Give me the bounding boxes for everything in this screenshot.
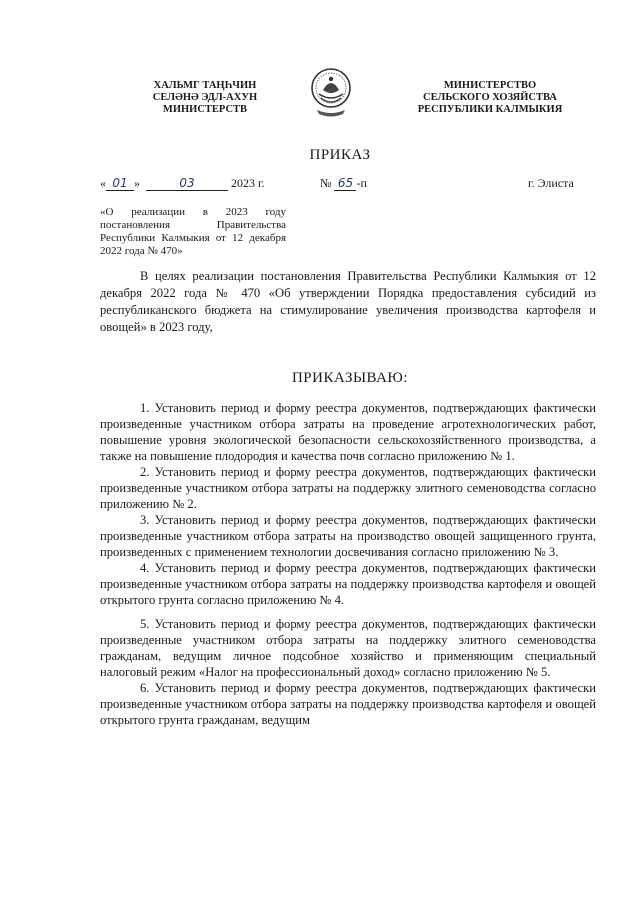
- number-value: 65: [334, 177, 356, 191]
- order-item: 6. Установить период и форму реестра документов, подтверждающих фактически произведенные участником отбора затраты на поддержку производства картофеля и овощей открытого грунта гражданам, ведущим: [100, 681, 596, 727]
- ministry-line: ХАЛЬМГ ТАҢҺЧИН: [153, 80, 257, 91]
- number-suffix: -п: [356, 176, 367, 190]
- ministry-line: МИНИСТЕРСТВ: [162, 104, 248, 115]
- ministry-name-kalmyk: [130, 80, 280, 116]
- date-number-row: [0, 176, 640, 194]
- date-year: 2023 г.: [231, 176, 265, 190]
- order-items: [100, 400, 596, 728]
- ministry-line: МИНИСТЕРСТВО: [443, 80, 537, 91]
- number-prefix: №: [320, 176, 332, 190]
- order-subject: «О реализации в 2023 году постановления Правительства Республики Калмыкия от 12 декабря 2022 года № 470»: [100, 206, 286, 257]
- intro-paragraph: В целях реализации постановления Правительства Республики Калмыкия от 12 декабря 2022 года № 470 «Об утверждении Порядка предоставления субсидий из республиканского бюджета на стимулирование увеличения производства картофеля и овощей» в 2023 году,: [100, 269, 596, 334]
- date-close-quote: »: [134, 176, 140, 190]
- order-item: 5. Установить период и форму реестра документов, подтверждающих фактически произведенные участником отбора затраты на поддержку элитного семеноводства гражданам, ведущим личное подсобное хозяйство и применяющим специальный налоговый режим «Налог на профессиональный доход» согласно приложению № 5.: [100, 617, 596, 679]
- document-title: ПРИКАЗ: [309, 147, 371, 163]
- order-item: 4. Установить период и форму реестра документов, подтверждающих фактически произведенные участником отбора затраты на поддержку производства картофеля и овощей открытого грунта согласно приложению № 4.: [100, 561, 596, 607]
- ministry-line: СЕЛЬСКОГО ХОЗЯЙСТВА: [423, 92, 557, 103]
- order-date: [100, 176, 265, 191]
- ministry-line: РЕСПУБЛИКИ КАЛМЫКИЯ: [417, 104, 563, 115]
- order-item: 2. Установить период и форму реестра документов, подтверждающих фактически произведенные участником отбора затраты на поддержку элитного семеноводства согласно приложению № 2.: [100, 465, 596, 511]
- date-open-quote: «: [100, 176, 106, 190]
- order-number: [320, 176, 367, 191]
- order-item: 3. Установить период и форму реестра документов, подтверждающих фактически произведенные участником отбора затраты на производство овощей защищенного грунта, произведенных с применением технологии досвечивания согласно приложению № 3.: [100, 513, 596, 559]
- date-day: 01: [106, 177, 134, 191]
- order-item: 1. Установить период и форму реестра документов, подтверждающих фактически произведенные участником отбора затраты на проведение агротехнологических работ, повышение уровня экологической безопасности сельскохозяйственного производства, а также на повышение плодородия и качества почв согласно приложению № 1.: [100, 401, 596, 463]
- date-month: 03: [146, 177, 228, 191]
- order-heading: ПРИКАЗЫВАЮ:: [291, 370, 409, 386]
- ministry-line: СЕЛӘНӘ ЭДЛ-АХУН: [152, 92, 258, 103]
- city: г. Элиста: [528, 176, 574, 190]
- coat-of-arms-icon: [307, 66, 355, 122]
- ministry-name-russian: [410, 80, 570, 116]
